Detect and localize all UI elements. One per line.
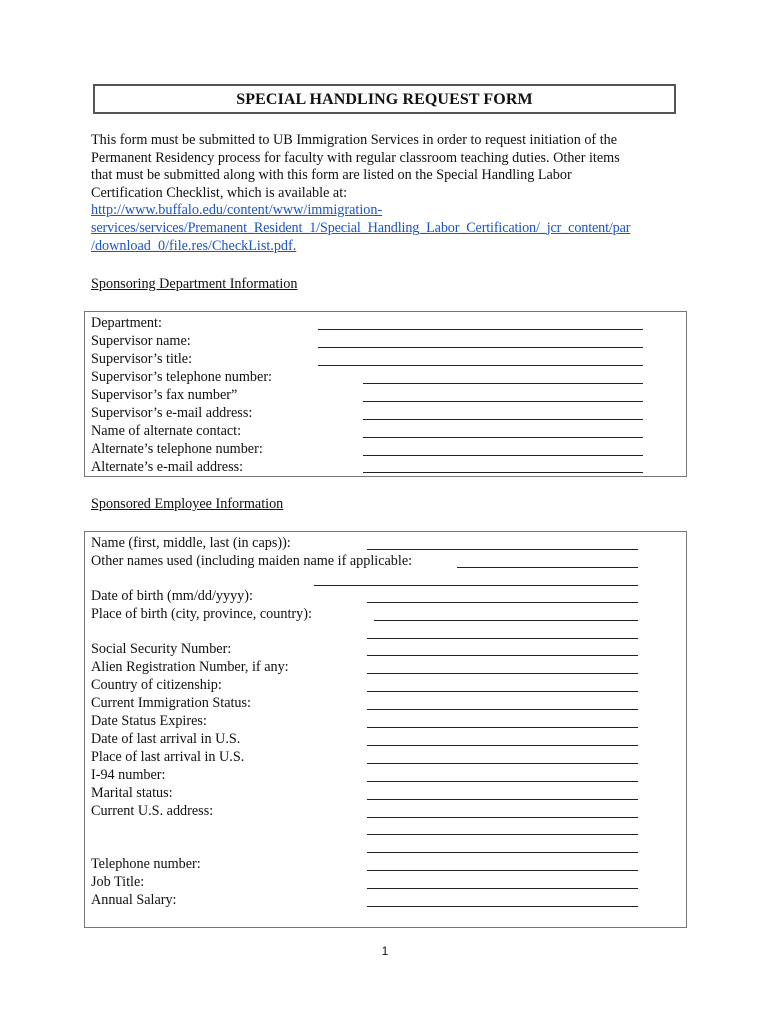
i94-input-line[interactable] [367, 781, 638, 782]
field-label: Job Title: [91, 874, 145, 890]
field-label: Alien Registration Number, if any: [91, 659, 289, 675]
form-title: SPECIAL HANDLING REQUEST FORM [93, 84, 676, 114]
field-label: Place of birth (city, province, country): [91, 606, 312, 622]
field-label: Name of alternate contact: [91, 423, 242, 439]
supervisor-title-input-line[interactable] [318, 365, 643, 366]
checklist-link-line[interactable]: /download_0/file.res/CheckList.pdf. [91, 237, 297, 254]
field-label: Supervisor name: [91, 333, 191, 349]
field-label: Department: [91, 315, 162, 331]
field-label: Supervisor’s fax number” [91, 387, 238, 403]
field-label: Current Immigration Status: [91, 695, 251, 711]
field-label: I-94 number: [91, 767, 166, 783]
annual-salary-input-line[interactable] [367, 906, 638, 907]
field-label: Supervisor’s telephone number: [91, 369, 272, 385]
field-label: Telephone number: [91, 856, 201, 872]
supervisor-fax-input-line[interactable] [363, 401, 643, 402]
field-label: Alternate’s e-mail address: [91, 459, 244, 475]
page-number: 1 [381, 944, 389, 958]
employee-section-heading: Sponsored Employee Information [91, 496, 284, 512]
field-label: Supervisor’s title: [91, 351, 193, 367]
field-label: Marital status: [91, 785, 173, 801]
last-arrival-place-input-line[interactable] [367, 763, 638, 764]
marital-status-input-line[interactable] [367, 799, 638, 800]
supervisor-name-input-line[interactable] [318, 347, 643, 348]
supervisor-email-input-line[interactable] [363, 419, 643, 420]
ssn-input-line[interactable] [367, 655, 638, 656]
field-label: Country of citizenship: [91, 677, 222, 693]
alien-registration-input-line[interactable] [367, 673, 638, 674]
address-continuation-line[interactable] [367, 834, 638, 835]
field-label: Place of last arrival in U.S. [91, 749, 245, 765]
field-label: Current U.S. address: [91, 803, 214, 819]
address-continuation-line[interactable] [367, 852, 638, 853]
field-label: Name (first, middle, last (in caps)): [91, 535, 291, 551]
intro-paragraph [91, 132, 691, 255]
place-of-birth-continuation-line[interactable] [367, 638, 638, 639]
checklist-link-line[interactable]: services/services/Premanent_Resident_1/Special_Handling_Labor_Certification/_jcr_content/par [91, 219, 631, 236]
immigration-status-input-line[interactable] [367, 709, 638, 710]
other-names-input-line[interactable] [457, 567, 638, 568]
intro-line: This form must be submitted to UB Immigration Services in order to request initiation of the [91, 132, 618, 148]
department-input-line[interactable] [318, 329, 643, 330]
field-label: Date of birth (mm/dd/yyyy): [91, 588, 253, 604]
intro-line: that must be submitted along with this form are listed on the Special Handling Labor [91, 167, 572, 184]
field-label: Other names used (including maiden name if applicable: [91, 553, 413, 569]
intro-line: Permanent Residency process for faculty with regular classroom teaching duties. Other items [91, 149, 620, 166]
sponsoring-section-heading: Sponsoring Department Information [91, 276, 298, 292]
checklist-link-line[interactable]: http://www.buffalo.edu/content/www/immigration- [91, 202, 383, 219]
address-input-line[interactable] [367, 817, 638, 818]
employee-section-box [84, 531, 687, 928]
job-title-input-line[interactable] [367, 888, 638, 889]
citizenship-input-line[interactable] [367, 691, 638, 692]
field-label: Date Status Expires: [91, 713, 207, 729]
supervisor-phone-input-line[interactable] [363, 383, 643, 384]
telephone-input-line[interactable] [367, 870, 638, 871]
field-label: Annual Salary: [91, 892, 177, 908]
field-label: Social Security Number: [91, 641, 232, 657]
date-of-birth-input-line[interactable] [367, 602, 638, 603]
status-expires-input-line[interactable] [367, 727, 638, 728]
alternate-phone-input-line[interactable] [363, 455, 643, 456]
alternate-contact-input-line[interactable] [363, 437, 643, 438]
intro-line: Certification Checklist, which is available at: [91, 184, 348, 201]
alternate-email-input-line[interactable] [363, 472, 643, 473]
place-of-birth-input-line[interactable] [374, 620, 638, 621]
sponsoring-section-box [84, 311, 687, 477]
field-label: Alternate’s telephone number: [91, 441, 263, 457]
last-arrival-date-input-line[interactable] [367, 745, 638, 746]
field-label: Supervisor’s e-mail address: [91, 405, 253, 421]
field-label: Date of last arrival in U.S. [91, 731, 241, 747]
name-input-line[interactable] [367, 549, 638, 550]
other-names-continuation-line[interactable] [314, 585, 638, 586]
